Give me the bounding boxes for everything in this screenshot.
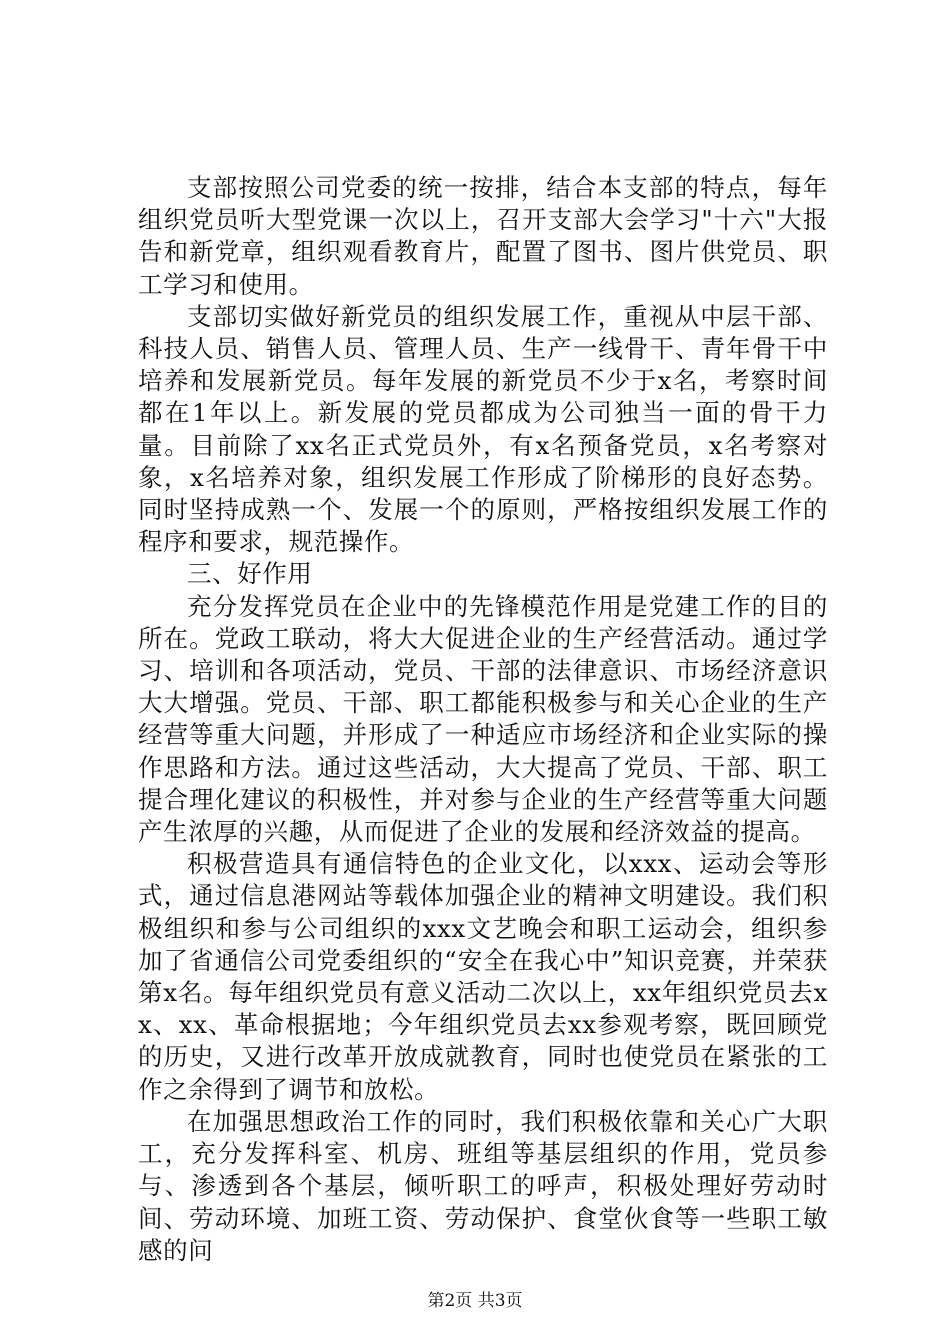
paragraph-study-activities: 支部按照公司党委的统一按排，结合本支部的特点，每年组织党员听大型党课一次以上，召开支部大会学习"十六"大报告和新党章，组织观看教育片，配置了图书、图片供党员、职工学习和使用。 (138, 173, 828, 299)
paragraph-member-development: 支部切实做好新党员的组织发展工作，重视从中层干部、科技人员、销售人员、管理人员、生产一线骨干、青年骨干中培养和发展新党员。每年发展的新党员不少于x名，考察时间都在1年以上。新发展的党员都成为公司独当一面的骨干力量。目前除了xx名正式党员外，有x名预备党员，x名考察对象，x名培养对象，组织发展工作形成了阶梯形的良好态势。同时坚持成熟一个、发展一个的原则，严格按组织发展工作的程序和要求，规范操作。 (138, 301, 828, 557)
paragraph-corporate-culture: 积极营造具有通信特色的企业文化，以xxx、运动会等形式，通过信息港网站等载体加强企业的精神文明建设。我们积极组织和参与公司组织的xxx文艺晚会和职工运动会，组织参加了省通信公司党委组织的“安全在我心中”知识竞赛，并荣获第x名。每年组织党员有意义活动二次以上，xx年组织党员去xx、xx、革命根据地；今年组织党员去xx参观考察，既回顾党的历史，又进行改革开放成就教育，同时也使党员在紧张的工作之余得到了调节和放松。 (138, 849, 828, 1104)
paragraph-vanguard-role: 充分发挥党员在企业中的先锋模范作用是党建工作的目的所在。党政工联动，将大大促进企业的生产经营活动。通过学习、培训和各项活动，党员、干部的法律意识、市场经济意识大大增强。党员、干部、职工都能积极参与和关心企业的生产经营等重大问题，并形成了一种适应市场经济和企业实际的操作思路和方法。通过这些活动，大大提高了党员、干部、职工提合理化建议的积极性，并对参与企业的生产经营等重大问题产生浓厚的兴趣，从而促进了企业的发展和经济效益的提高。 (138, 591, 828, 847)
document-body (138, 172, 828, 1267)
section-heading-good-role: 三、好作用 (187, 559, 313, 589)
paragraph-employee-care: 在加强思想政治工作的同时，我们积极依靠和关心广大职工，充分发挥科室、机房、班组等基层组织的作用，党员参与、渗透到各个基层，倾听职工的呼声，积极处理好劳动时间、劳动环境、加班工资、劳动保护、食堂伙食等一些职工敏感的问 (138, 1106, 828, 1265)
page-number-footer: 第2页 共3页 (427, 1291, 523, 1311)
